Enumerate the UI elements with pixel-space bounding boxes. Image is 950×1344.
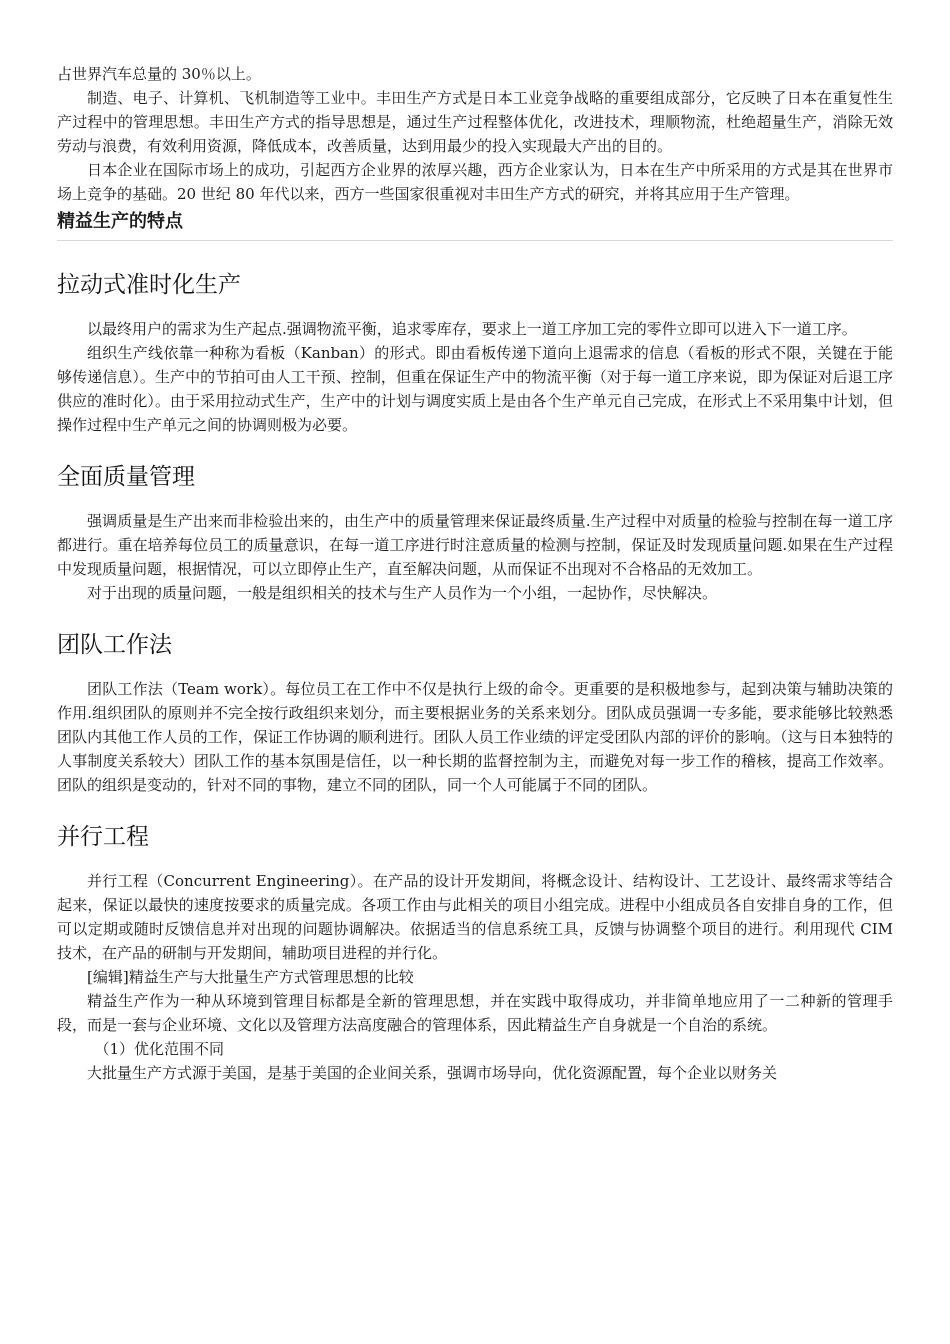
intro-paragraph-2: 制造、电子、计算机、飞机制造等工业中。丰田生产方式是日本工业竞争战略的重要组成部分，它反映了日本在重复性生产过程中的管理思想。丰田生产方式的指导思想是，通过生产过程整体优化，改进技术，理顺物流，杜绝超量生产，消除无效劳动与浪费，有效利用资源，降低成本，改善质量，达到用最少的投入实现最大产出的目的。 (57, 89, 893, 155)
heading-teamwork: 团队工作法 (57, 632, 172, 658)
paragraph-mass-production: 大批量生产方式源于美国，是基于美国的企业间关系，强调市场导向，优化资源配置，每个企业以财务关 (87, 1064, 778, 1082)
paragraph-teamwork-1: 团队工作法（Team work）。每位员工在工作中不仅是执行上级的命令。更重要的是积极地参与，起到决策与辅助决策的作用.组织团队的原则并不完全按行政组织来划分，而主要根据业务的关系来划分。团队成员强调一专多能，要求能够比较熟悉团队内其他工作人员的工作，保证工作协调的顺利进行。团队人员工作业绩的评定受团队内部的评价的影响。（这与日本独特的人事制度关系较大）团队工作的基本氛围是信任，以一种长期的监督控制为主，而避免对每一步工作的稽核，提高工作效率。团队的组织是变动的，针对不同的事物，建立不同的团队，同一个人可能属于不同的团队。 (57, 680, 893, 794)
paragraph-pull-production-2: 组织生产线依靠一种称为看板（Kanban）的形式。即由看板传递下道向上退需求的信息（看板的形式不限，关键在于能够传递信息）。生产中的节拍可由人工干预、控制，但重在保证生产中的物流平衡（对于每一道工序来说，即为保证对后退工序供应的准时化）。由于采用拉动式生产，生产中的计划与调度实质上是由各个生产单元自己完成，在形式上不采用集中计划，但操作过程中生产单元之间的协调则极为必要。 (57, 344, 893, 434)
document-page (57, 62, 893, 1085)
heading-pull-production: 拉动式准时化生产 (57, 272, 241, 298)
paragraph-pull-production-1: 以最终用户的需求为生产起点.强调物流平衡，追求零库存，要求上一道工序加工完的零件立即可以进入下一道工序。 (87, 320, 857, 338)
heading-block-tqm (57, 461, 893, 493)
paragraph-tqm-1: 强调质量是生产出来而非检验出来的，由生产中的质量管理来保证最终质量.生产过程中对质量的检验与控制在每一道工序都进行。重在培养每位员工的质量意识，在每一道工序进行时注意质量的检测与控制，保证及时发现质量问题.如果在生产过程中发现质量问题，根据情况，可以立即停止生产，直至解决问题，从而保证不出现对不合格品的无效加工。 (57, 512, 893, 578)
heading-block-pull-production (57, 269, 893, 301)
heading-block-concurrent-engineering (57, 821, 893, 853)
intro-paragraph-3: 日本企业在国际市场上的成功，引起西方企业界的浓厚兴趣，西方企业家认为，日本在生产中所采用的方式是其在世界市场上竞争的基础。20 世纪 80 年代以来，西方一些国家很重视对丰田生产方式的研究，并将其应用于生产管理。 (57, 161, 893, 203)
paragraph-tqm-2: 对于出现的质量问题，一般是组织相关的技术与生产人员作为一个小组，一起协作，尽快解决。 (87, 584, 718, 602)
heading-block-teamwork (57, 629, 893, 661)
heading-tqm: 全面质量管理 (57, 464, 195, 490)
heading-concurrent-engineering: 并行工程 (57, 824, 149, 850)
paragraph-edit-comparison: [编辑]精益生产与大批量生产方式管理思想的比较 (87, 968, 414, 986)
section-title: 精益生产的特点 (57, 208, 893, 241)
paragraph-optimization-scope: （1）优化范围不同 (94, 1040, 225, 1058)
intro-paragraph-1: 占世界汽车总量的 30％以上。 (57, 65, 261, 83)
paragraph-concurrent-1: 并行工程（Concurrent Engineering）。在产品的设计开发期间，将概念设计、结构设计、工艺设计、最终需求等结合起来，保证以最快的速度按要求的质量完成。各项工作由与此相关的项目小组完成。进程中小组成员各自安排自身的工作，但可以定期或随时反馈信息并对出现的问题协调解决。依据适当的信息系统工具，反馈与协调整个项目的进行。利用现代 CIM 技术，在产品的研制与开发期间，辅助项目进程的并行化。 (57, 872, 893, 962)
paragraph-comparison-intro: 精益生产作为一种从环境到管理目标都是全新的管理思想，并在实践中取得成功，并非简单地应用了一二种新的管理手段，而是一套与企业环境、文化以及管理方法高度融合的管理体系，因此精益生产自身就是一个自治的系统。 (57, 992, 893, 1034)
